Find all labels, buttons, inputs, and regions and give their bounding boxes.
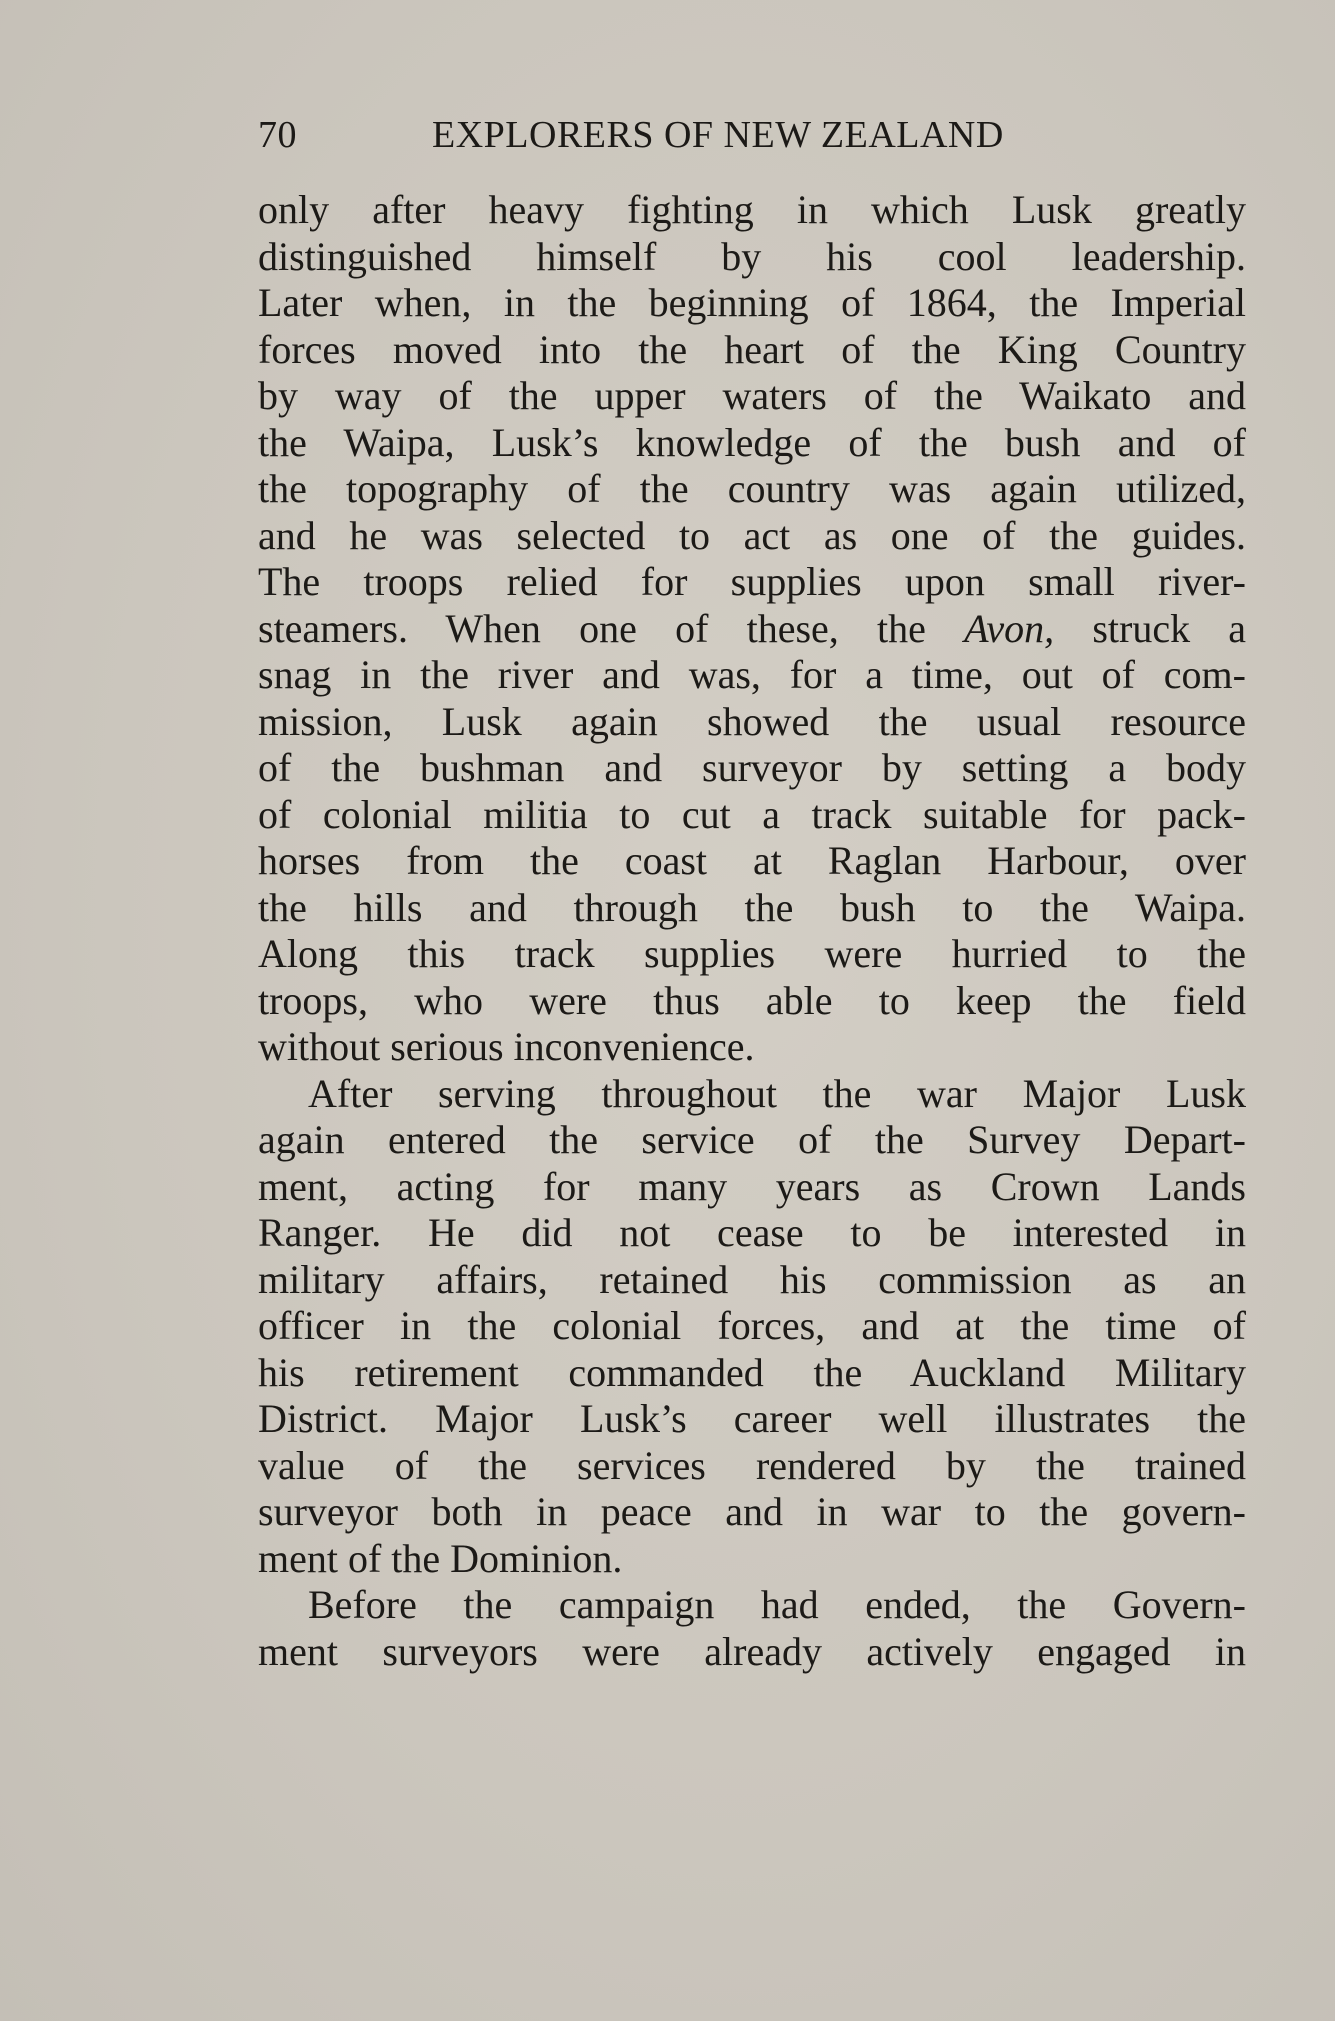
text-line: The troops relied for supplies upon small river- xyxy=(258,559,1246,604)
text-line: ment, acting for many years as Crown Lands xyxy=(258,1163,1246,1209)
text-line: troops, who were thus able to keep the field xyxy=(258,977,1246,1023)
text-line-with-italic xyxy=(258,606,1246,653)
text-line: distinguished himself by his cool leadership. xyxy=(258,233,1246,279)
text-line: the Waipa, Lusk’s knowledge of the bush and of xyxy=(258,419,1246,465)
text-line: military affairs, retained his commission as an xyxy=(258,1256,1246,1302)
text-line: Later when, in the beginning of 1864, the Imperial xyxy=(258,280,1246,325)
text-line-paragraph-start: After serving throughout the war Major Lusk xyxy=(308,1070,1246,1116)
text-line: ment surveyors were already actively engaged in xyxy=(258,1628,1246,1674)
text-line: ment of the Dominion. xyxy=(258,1535,623,1581)
text-line: by way of the upper waters of the Waikato and xyxy=(258,373,1246,418)
text-line: again entered the service of the Survey Depart- xyxy=(258,1117,1246,1162)
text-line: surveyor both in peace and in war to the govern- xyxy=(258,1489,1246,1534)
text-line: mission, Lusk again showed the usual resource xyxy=(258,698,1246,744)
text-line: Along this track supplies were hurried to the xyxy=(258,931,1246,976)
text-line-paragraph-start: Before the campaign had ended, the Govern- xyxy=(308,1582,1246,1627)
text-line: horses from the coast at Raglan Harbour, over xyxy=(258,838,1246,883)
text-line: and he was selected to act as one of the guides. xyxy=(258,512,1246,558)
text-segment: steamers. When one of these, the xyxy=(258,605,926,651)
text-segment: struck a xyxy=(1092,605,1246,651)
text-line: the hills and through the bush to the Waipa. xyxy=(258,884,1246,930)
text-line: snag in the river and was, for a time, out of com- xyxy=(258,652,1246,697)
page-number: 70 xyxy=(258,114,297,156)
text-line: his retirement commanded the Auckland Military xyxy=(258,1349,1246,1395)
text-line: Ranger. He did not cease to be interested in xyxy=(258,1210,1246,1255)
body-text xyxy=(258,187,1246,1675)
text-line: the topography of the country was again utilized, xyxy=(258,466,1246,511)
running-title: EXPLORERS OF NEW ZEALAND xyxy=(432,114,1004,156)
text-line: of colonial militia to cut a track suitable for pack- xyxy=(258,791,1246,837)
text-line: only after heavy fighting in which Lusk greatly xyxy=(258,187,1246,232)
text-line: of the bushman and surveyor by setting a body xyxy=(258,745,1246,790)
text-line: forces moved into the heart of the King Country xyxy=(258,326,1246,372)
text-line: District. Major Lusk’s career well illustrates the xyxy=(258,1396,1246,1441)
italic-ship-name: Avon, xyxy=(964,605,1055,651)
text-line: officer in the colonial forces, and at the time of xyxy=(258,1303,1246,1348)
text-line: without serious inconvenience. xyxy=(258,1024,755,1069)
text-line: value of the services rendered by the trained xyxy=(258,1442,1246,1488)
running-head xyxy=(258,113,1068,163)
